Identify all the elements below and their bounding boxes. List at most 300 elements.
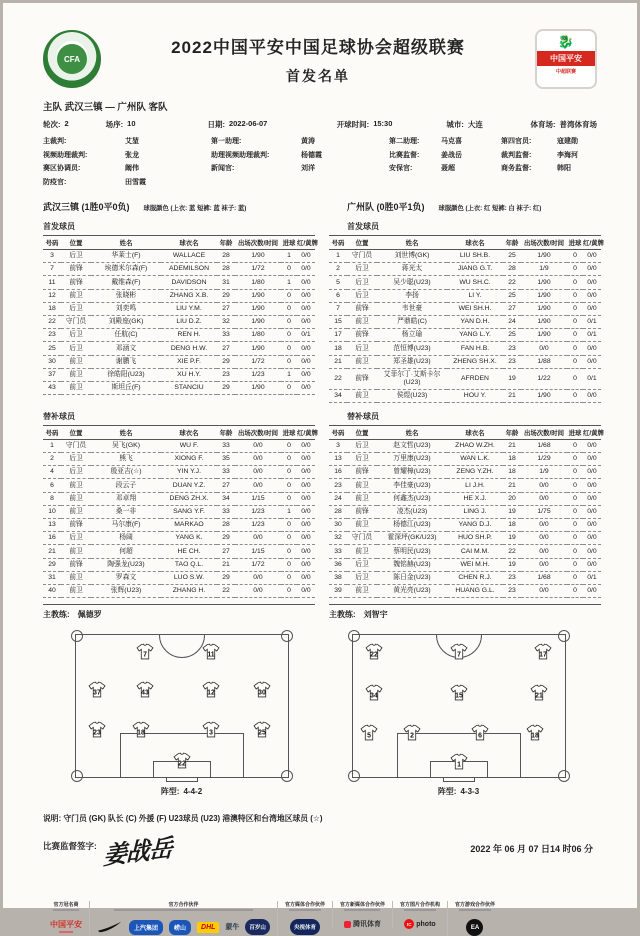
player-cell: 30	[43, 355, 61, 368]
sponsor-group-label: 官方新媒体合作伙伴	[339, 902, 385, 909]
player-cell: 0/0	[583, 558, 601, 571]
player-cell: 21	[329, 355, 347, 368]
player-cell: 杨立瑜	[377, 329, 447, 342]
home-formation-label: 阵型: 4-4-2	[160, 787, 203, 797]
player-cell: 华莱士(F)	[91, 250, 161, 263]
player-cell: 罗森文	[91, 571, 161, 584]
sponsor-logo: 百岁山	[245, 919, 270, 935]
player-row	[43, 558, 315, 571]
player-cell: 0/0	[583, 342, 601, 355]
field-label: 城市:	[446, 120, 464, 129]
player-cell: 0/1	[583, 329, 601, 342]
player-cell: 43	[43, 381, 61, 394]
player-jersey-icon	[450, 684, 468, 705]
home-coach-row	[43, 604, 315, 620]
player-cell: 0/0	[297, 439, 315, 452]
player-cell: ADEMILSON	[161, 263, 217, 276]
column-header: 进球	[281, 425, 297, 439]
player-cell: 0	[281, 584, 297, 597]
player-cell: 后卫	[347, 342, 377, 355]
player-row	[43, 479, 315, 492]
player-cell: 后卫	[347, 453, 377, 466]
player-cell: 0	[281, 263, 297, 276]
player-cell: 0/0	[583, 532, 601, 545]
field-label: 裁判监督:	[501, 151, 532, 159]
player-cell: 0/0	[297, 466, 315, 479]
player-cell: 0/0	[521, 584, 567, 597]
player-cell: 0/0	[583, 250, 601, 263]
sponsor-logo: 蒙牛	[225, 924, 240, 932]
player-cell: FAN H.B.	[447, 342, 503, 355]
officials-block	[43, 136, 597, 190]
player-cell: 0/0	[235, 453, 281, 466]
svg-text:17: 17	[539, 650, 548, 658]
svg-text:21: 21	[535, 692, 543, 700]
player-cell: 0	[281, 453, 297, 466]
column-header: 球衣名	[447, 236, 503, 250]
player-cell: 28	[217, 519, 235, 532]
svg-text:6: 6	[477, 731, 482, 739]
player-cell: 殷亚吉(☆)	[91, 466, 161, 479]
player-row	[329, 342, 601, 355]
sponsor-group	[332, 901, 392, 929]
column-header: 位置	[61, 425, 91, 439]
player-cell: 21	[43, 545, 61, 558]
player-cell: 33	[217, 329, 235, 342]
player-cell: 0	[281, 558, 297, 571]
player-cell: 前卫	[347, 315, 377, 328]
player-cell: 后卫	[61, 329, 91, 342]
player-cell: 0	[281, 532, 297, 545]
label-value-pair	[43, 163, 211, 173]
player-cell: 19	[503, 368, 521, 389]
player-cell: 23	[503, 355, 521, 368]
column-header: 出场次数/时间	[235, 236, 281, 250]
field-label: 安保官:	[389, 165, 413, 172]
player-cell: 22	[503, 545, 521, 558]
sponsor-group-label: 官方冠名商	[53, 902, 79, 909]
player-jersey-icon	[365, 643, 383, 664]
player-cell: 37	[43, 368, 61, 381]
home-starters-label: 首发球员	[43, 222, 75, 231]
sheet-subtitle: 首发名单	[286, 67, 350, 84]
svg-text:30: 30	[258, 689, 266, 697]
player-row	[329, 315, 601, 328]
svg-text:1: 1	[456, 761, 461, 769]
label-value-pair	[389, 136, 501, 146]
player-cell: 曾耀樟(U23)	[377, 466, 447, 479]
player-cell: DUAN Y.Z.	[161, 479, 217, 492]
player-cell: 34	[329, 389, 347, 402]
field-value: 聂超	[441, 165, 455, 172]
csl-logo-icon	[535, 29, 597, 89]
field-label: 比赛监督:	[389, 151, 420, 159]
label-value-pair	[43, 119, 106, 130]
formation-diagrams-row	[43, 634, 597, 797]
field-value: 李海河	[557, 151, 578, 159]
player-cell: 0/0	[235, 466, 281, 479]
player-cell: 29	[43, 558, 61, 571]
svg-text:11: 11	[207, 650, 215, 658]
player-jersey-icon	[403, 724, 421, 745]
table-header-row	[43, 425, 315, 439]
away-kit-colors: 球服颜色 (上衣: 红 短裤: 白 袜子: 红)	[438, 205, 542, 212]
player-cell: 0	[567, 532, 583, 545]
player-cell: 谢鹏飞	[91, 355, 161, 368]
player-cell: 17	[329, 329, 347, 342]
home-subs-table-wrap	[43, 425, 318, 620]
player-jersey-icon	[88, 721, 106, 742]
player-cell: LING J.	[447, 505, 503, 518]
field-value: 韩阳	[557, 165, 571, 172]
player-cell: 前卫	[347, 479, 377, 492]
player-cell: 0	[567, 492, 583, 505]
field-label: 商务监督:	[501, 165, 532, 172]
player-cell: 0/0	[583, 519, 601, 532]
player-cell: 1/90	[235, 250, 281, 263]
player-cell: 1/9	[521, 263, 567, 276]
player-cell: 前卫	[347, 584, 377, 597]
svg-text:34: 34	[369, 692, 378, 700]
player-cell: LIU Y.M.	[161, 302, 217, 315]
player-cell: ZHANG H.	[161, 584, 217, 597]
page-header	[43, 29, 597, 89]
player-cell: 前卫	[61, 545, 91, 558]
player-cell: XIE P.F.	[161, 355, 217, 368]
home-coach-name: 佩德罗	[77, 610, 102, 620]
player-cell: 0/0	[297, 479, 315, 492]
player-cell: HE CH.	[161, 545, 217, 558]
field-label: 第二助理:	[389, 138, 420, 145]
away-formation-diagram	[329, 634, 589, 797]
player-cell: 前锋	[347, 368, 377, 389]
column-header: 出场次数/时间	[521, 425, 567, 439]
player-cell: 0/0	[583, 263, 601, 276]
player-cell: 前卫	[61, 571, 91, 584]
away-starters-table-wrap	[329, 235, 604, 403]
csl-dragon-icon: 🐉	[557, 33, 575, 49]
cfa-logo-text: CFA	[57, 44, 87, 74]
player-cell: 前卫	[61, 492, 91, 505]
svg-text:22: 22	[177, 760, 186, 768]
player-cell: 前卫	[347, 545, 377, 558]
field-value: 田雪霞	[125, 178, 146, 186]
sponsor-logos	[344, 919, 381, 929]
field-label: 主裁判:	[43, 138, 67, 145]
csl-band-text: 中国平安	[537, 51, 595, 66]
player-cell: 0	[281, 571, 297, 584]
player-cell: HUO SH.P.	[447, 532, 503, 545]
player-cell: 1/90	[521, 315, 567, 328]
player-cell: 0/0	[583, 466, 601, 479]
player-cell: 前锋	[347, 329, 377, 342]
column-header: 球衣名	[447, 425, 503, 439]
player-cell: 0/1	[583, 571, 601, 584]
player-cell: 李扬	[377, 289, 447, 302]
player-cell: 前卫	[61, 584, 91, 597]
player-cell: 1/15	[235, 492, 281, 505]
sponsor-group-label: 官方媒体合作伙伴	[284, 902, 325, 909]
column-header: 红/黄牌	[583, 236, 601, 250]
player-cell: 23	[43, 329, 61, 342]
player-cell: 守门员	[347, 532, 377, 545]
player-jersey-icon	[471, 724, 489, 745]
player-cell: 张晓彬	[91, 289, 161, 302]
field-label: 开球时间:	[336, 120, 370, 129]
column-header: 位置	[61, 236, 91, 250]
player-cell: 11	[43, 276, 61, 289]
sponsor-logos	[50, 919, 82, 933]
player-row	[329, 479, 601, 492]
svg-text:7: 7	[143, 650, 148, 658]
column-header: 年龄	[503, 236, 521, 250]
player-cell: 1/80	[235, 329, 281, 342]
player-row	[43, 329, 315, 342]
player-cell: 0	[281, 342, 297, 355]
player-cell: YANG D.J.	[447, 519, 503, 532]
player-cell: 0/0	[297, 381, 315, 394]
field-value: 刘洋	[301, 165, 315, 172]
player-cell: 15	[329, 315, 347, 328]
player-cell: 艾菲尔丁·艾斯卡尔(U23)	[377, 368, 447, 389]
player-cell: 19	[503, 505, 521, 518]
player-cell: 25	[503, 329, 521, 342]
competition-title: 2022中国平安中国足球协会超级联赛	[171, 37, 465, 57]
player-cell: 2	[329, 263, 347, 276]
away-pitch	[352, 634, 566, 778]
player-cell: 段云子	[91, 479, 161, 492]
player-cell: 0/0	[235, 532, 281, 545]
player-cell: 0	[281, 439, 297, 452]
player-cell: 前卫	[347, 519, 377, 532]
label-value-pair	[211, 163, 389, 173]
player-cell: 1/23	[235, 519, 281, 532]
player-cell: 0/0	[583, 492, 601, 505]
field-value: 杨德霞	[301, 151, 322, 159]
player-cell: 31	[43, 571, 61, 584]
goal	[166, 777, 198, 782]
player-cell: 18	[503, 453, 521, 466]
player-cell: 29	[217, 381, 235, 394]
field-label: 助理视频助理裁判:	[211, 151, 270, 159]
player-cell: 1/75	[521, 505, 567, 518]
player-cell: LI J.H.	[447, 479, 503, 492]
column-header: 年龄	[503, 425, 521, 439]
player-cell: 29	[217, 289, 235, 302]
player-cell: 前锋	[61, 558, 91, 571]
player-cell: 1/90	[521, 276, 567, 289]
print-datetime: 2022 年 06 月 07 日14 时06 分	[470, 844, 593, 855]
field-label: 场序:	[105, 120, 124, 129]
player-jersey-icon	[202, 643, 220, 664]
column-header: 位置	[347, 236, 377, 250]
player-cell: 1/90	[521, 289, 567, 302]
player-cell: 1/68	[521, 439, 567, 452]
player-cell: 21	[503, 439, 521, 452]
field-label: 赛区协调员:	[43, 165, 81, 172]
field-value: 阚伟	[125, 165, 139, 172]
match-info-row	[43, 119, 597, 130]
svg-text:22: 22	[369, 650, 378, 658]
player-cell: 32	[217, 315, 235, 328]
away-formation-label: 阵型: 4-3-3	[437, 787, 480, 797]
player-cell: 1	[281, 505, 297, 518]
player-cell: HOU Y.	[447, 389, 503, 402]
player-cell: 19	[503, 532, 521, 545]
player-cell: 0/0	[521, 519, 567, 532]
away-team-name: 广州队 (0胜0平1负)	[347, 202, 425, 212]
player-cell: 2	[43, 453, 61, 466]
subs-labels-row	[43, 403, 597, 425]
field-value: 15:30	[373, 119, 393, 128]
home-starters-table-wrap	[43, 235, 318, 403]
player-cell: 邓卓翔	[91, 492, 161, 505]
player-cell: 12	[43, 289, 61, 302]
home-subs-table	[43, 425, 318, 598]
label-value-pair	[531, 119, 598, 130]
player-jersey-icon	[173, 752, 191, 773]
player-cell: 吴少聪(U23)	[377, 276, 447, 289]
player-cell: WALLACE	[161, 250, 217, 263]
field-value: 大连	[467, 120, 483, 129]
player-cell: 0/0	[583, 439, 601, 452]
player-cell: 27	[217, 342, 235, 355]
player-cell: 蔡明民(U23)	[377, 545, 447, 558]
label-value-pair	[446, 119, 530, 130]
player-jersey-icon	[365, 684, 383, 705]
player-cell: WAN L.K.	[447, 453, 503, 466]
player-cell: 马尔康(F)	[91, 519, 161, 532]
player-cell: 0/0	[521, 479, 567, 492]
column-header: 姓名	[377, 236, 447, 250]
player-cell: 20	[503, 492, 521, 505]
player-cell: 后卫	[347, 439, 377, 452]
player-cell: 前锋	[347, 466, 377, 479]
field-label: 轮次:	[43, 120, 61, 129]
label-value-pair	[211, 136, 389, 146]
player-cell: 34	[217, 492, 235, 505]
player-cell: 徐皓阳(U23)	[91, 368, 161, 381]
field-label: 新闻官:	[211, 165, 235, 172]
player-cell: 吴飞(GK)	[91, 439, 161, 452]
player-cell: 19	[503, 558, 521, 571]
player-cell: 何鑫杰(U23)	[377, 492, 447, 505]
player-row	[43, 276, 315, 289]
sponsor-logo: 央视体育	[290, 919, 320, 935]
column-header: 号码	[43, 425, 61, 439]
player-cell: LUO S.W.	[161, 571, 217, 584]
player-jersey-icon	[360, 724, 378, 745]
player-cell: 21	[217, 558, 235, 571]
player-cell: YAN D.H.	[447, 315, 503, 328]
player-row	[329, 558, 601, 571]
player-cell: 24	[329, 492, 347, 505]
player-cell: 0	[567, 505, 583, 518]
player-cell: JIANG G.T.	[447, 263, 503, 276]
player-cell: YANG K.	[161, 532, 217, 545]
player-cell: 1/90	[521, 389, 567, 402]
svg-text:12: 12	[207, 689, 215, 697]
coach-label: 主教练:	[43, 610, 70, 620]
player-cell: 0	[567, 329, 583, 342]
player-cell: 0/0	[583, 289, 601, 302]
player-cell: 30	[329, 519, 347, 532]
away-coach-row	[329, 604, 601, 620]
player-cell: 0	[567, 466, 583, 479]
player-cell: 1	[281, 276, 297, 289]
player-cell: 6	[43, 479, 61, 492]
player-cell: 0/0	[297, 545, 315, 558]
column-header: 红/黄牌	[583, 425, 601, 439]
tencent-sports-logo: 腾讯体育	[344, 919, 381, 929]
field-label: 视频助理裁判:	[43, 151, 88, 159]
label-value-pair	[43, 136, 211, 146]
player-cell: 赵文哲(U23)	[377, 439, 447, 452]
column-header: 球衣名	[161, 425, 217, 439]
player-cell: 1/9	[521, 466, 567, 479]
player-row	[43, 439, 315, 452]
player-cell: 0	[281, 519, 297, 532]
player-cell: 何超	[91, 545, 161, 558]
player-cell: 0	[567, 315, 583, 328]
sponsor-bar	[43, 901, 597, 936]
player-row	[329, 466, 601, 479]
player-cell: 1/80	[235, 276, 281, 289]
player-cell: 10	[43, 505, 61, 518]
player-cell: 1/29	[521, 453, 567, 466]
svg-text:23: 23	[92, 728, 101, 736]
home-starters-table	[43, 235, 318, 395]
player-cell: 0/0	[297, 342, 315, 355]
player-cell: 18	[503, 466, 521, 479]
player-row	[329, 571, 601, 584]
player-cell: 0/0	[297, 250, 315, 263]
svg-text:3: 3	[209, 728, 214, 736]
label-value-pair	[106, 119, 208, 130]
player-cell: 前锋	[347, 505, 377, 518]
player-cell: 0/0	[297, 558, 315, 571]
player-cell: 23	[503, 342, 521, 355]
player-cell: 0	[281, 302, 297, 315]
player-jersey-icon	[202, 721, 220, 742]
svg-text:7: 7	[456, 650, 461, 658]
player-cell: 1/90	[235, 302, 281, 315]
svg-text:15: 15	[454, 692, 463, 700]
player-cell: 40	[43, 584, 61, 597]
player-row	[329, 355, 601, 368]
tencent-icon	[344, 921, 351, 928]
home-subs-label: 替补球员	[43, 411, 75, 421]
label-value-pair	[337, 119, 447, 130]
label-value-pair	[211, 150, 389, 160]
player-cell: WU SH.C.	[447, 276, 503, 289]
player-cell: 杨阔	[91, 532, 161, 545]
player-cell: 1/23	[235, 505, 281, 518]
player-row	[43, 342, 315, 355]
sponsor-logos	[290, 919, 320, 935]
home-team-name: 武汉三镇 (1胜0平0负)	[43, 202, 130, 212]
player-cell: 1/90	[521, 250, 567, 263]
field-value: 10	[127, 119, 136, 128]
player-jersey-icon	[202, 681, 220, 702]
column-header: 出场次数/时间	[521, 236, 567, 250]
player-cell: 0/0	[583, 453, 601, 466]
player-cell: 27	[217, 479, 235, 492]
player-cell: 侯煜(U23)	[377, 389, 447, 402]
player-row	[329, 263, 601, 276]
subs-tables-row	[43, 425, 604, 620]
player-cell: ZENG Y.ZH.	[447, 466, 503, 479]
